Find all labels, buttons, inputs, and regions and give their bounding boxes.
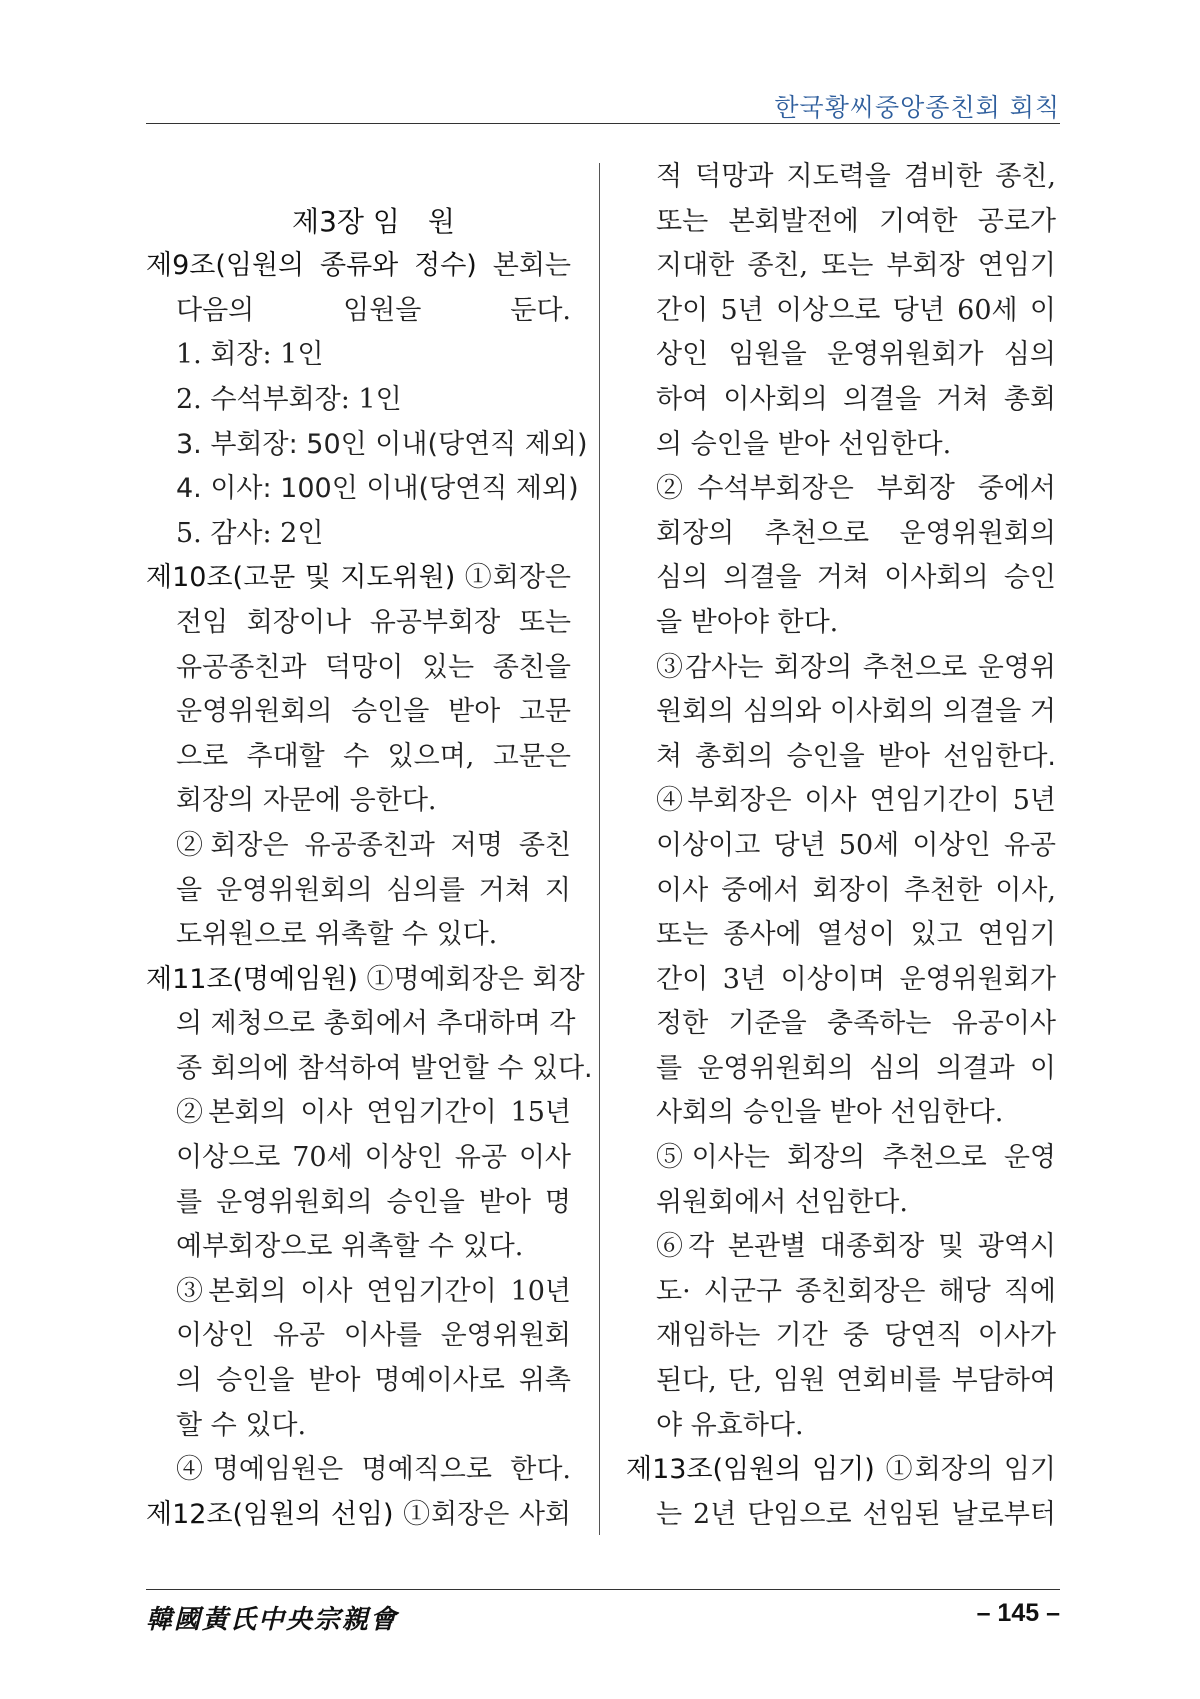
article-12-line: 사회의 승인을 받아 선임한다.	[656, 1097, 1004, 1129]
article-11-line: 예부회장으로 위촉할 수 있다.	[176, 1231, 524, 1263]
article-9-title: 제9조(임원의 종류와 정수)	[146, 250, 477, 282]
article-11-line: ④명예임원은 명예직으로 한다.	[176, 1454, 571, 1486]
article-10-line: 운영위원회의 승인을 받아 고문	[176, 696, 571, 728]
article-10-title: 제10조(고문 및 지도위원)	[146, 562, 456, 594]
right-column	[626, 155, 1056, 1537]
article-12-line: 위원회에서 선임한다.	[656, 1186, 908, 1218]
article-12-line: 심의 의결을 거쳐 이사회의 승인	[656, 562, 1056, 594]
article-12-line: 이사 중에서 회장이 추천한 이사,	[656, 874, 1056, 906]
article-11-line: 할 수 있다.	[176, 1409, 307, 1441]
footer-rule	[146, 1589, 1060, 1590]
article-12-line: 를 운영위원회의 심의 의결과 이	[656, 1052, 1056, 1084]
article-12-line: 의 승인을 받아 선임한다.	[656, 428, 952, 460]
article-11-first-line: 제11조(명예임원) ①명예회장은 회장	[146, 963, 585, 995]
column-divider	[599, 163, 600, 1535]
article-10-line: 을 운영위원회의 심의를 거쳐 지	[176, 874, 571, 906]
article-12-line: 또는 종사에 열성이 있고 연임기	[656, 919, 1056, 951]
article-9-item: 5. 감사: 2인	[176, 517, 324, 549]
article-11-line: ②본회의 이사 연임기간이 15년	[176, 1097, 571, 1129]
article-10-line: 전임 회장이나 유공부회장 또는	[176, 606, 571, 638]
article-12-line: 또는 본회발전에 기여한 공로가	[656, 205, 1056, 237]
article-10-line: 회장의 자문에 응한다.	[176, 785, 437, 817]
article-12-first-line: 제12조(임원의 선임) ①회장은 사회	[146, 1498, 571, 1530]
article-12-line: 정한 기준을 충족하는 유공이사	[656, 1008, 1056, 1040]
article-10-line: ②회장은 유공종친과 저명 종친	[176, 829, 571, 861]
article-12-line: 적 덕망과 지도력을 겸비한 종친,	[656, 161, 1056, 192]
article-12-line: 쳐 총회의 승인을 받아 선임한다.	[656, 740, 1056, 772]
article-12-line: 지대한 종친, 또는 부회장 연임기	[656, 250, 1056, 282]
article-12-line: 간이 5년 이상으로 당년 60세 이	[656, 294, 1056, 326]
article-12-line: 을 받아야 한다.	[656, 606, 839, 638]
article-11-line: 의 승인을 받아 명예이사로 위촉	[176, 1365, 571, 1397]
left-column	[146, 155, 593, 1537]
article-12-line: 이상이고 당년 50세 이상인 유공	[656, 829, 1056, 861]
article-12-line: 원회의 심의와 이사회의 의결을 거	[656, 696, 1056, 728]
article-12-line: ④부회장은 이사 연임기간이 5년	[656, 785, 1056, 817]
article-9-item: 4. 이사: 100인 이내(당연직 제외)	[176, 473, 579, 505]
article-11-line: 의 제청으로 총회에서 추대하며 각	[176, 1008, 576, 1040]
article-12-title: 제12조(임원의 선임)	[146, 1498, 394, 1530]
page-number: – 145 –	[976, 1599, 1060, 1627]
article-11-line: 종 회의에 참석하여 발언할 수 있다.	[176, 1052, 593, 1084]
article-11-line: ③본회의 이사 연임기간이 10년	[176, 1275, 571, 1307]
article-12-line: 도· 시군구 종친회장은 해당 직에	[656, 1275, 1056, 1307]
article-9-line: 다음의 임원을 둔다.	[176, 294, 571, 326]
article-12-line: 하여 이사회의 의결을 거쳐 총회	[656, 383, 1056, 415]
article-11-line: 이상으로 70세 이상인 유공 이사	[176, 1142, 571, 1174]
article-13-line: 는 2년 단임으로 선임된 날로부터	[656, 1498, 1056, 1530]
article-12-line: 된다, 단, 임원 연회비를 부담하여	[656, 1365, 1056, 1397]
article-12-line: ②수석부회장은 부회장 중에서	[656, 473, 1056, 505]
article-10-line: 유공종친과 덕망이 있는 종친을	[176, 651, 571, 683]
article-12-line: 재임하는 기간 중 당연직 이사가	[656, 1320, 1056, 1352]
footer-organization-name: 韓國黃氏中央宗親會	[146, 1605, 399, 1635]
article-9-first-line: 제9조(임원의 종류와 정수) 본회는	[146, 250, 571, 282]
chapter-title: 제3장 임 원	[292, 204, 455, 238]
article-11-line: 를 운영위원회의 승인을 받아 명	[176, 1186, 571, 1218]
article-9-item: 1. 회장: 1인	[176, 339, 324, 371]
article-12-line: ⑥각 본관별 대종회장 및 광역시	[656, 1231, 1056, 1263]
article-12-line: 간이 3년 이상이며 운영위원회가	[656, 963, 1056, 995]
article-11-title: 제11조(명예임원)	[146, 963, 358, 995]
article-13-first-line: 제13조(임원의 임기) ①회장의 임기	[626, 1454, 1056, 1486]
article-12-line: 회장의 추천으로 운영위원회의	[656, 517, 1056, 549]
article-10-line: 도위원으로 위촉할 수 있다.	[176, 919, 498, 951]
header-rule	[146, 123, 1060, 124]
article-12-line: ③감사는 회장의 추천으로 운영위	[656, 651, 1056, 683]
article-12-line: 야 유효하다.	[656, 1409, 804, 1441]
page-header-title: 한국황씨중앙종친회 회칙	[774, 93, 1060, 122]
article-13-title: 제13조(임원의 임기)	[626, 1454, 875, 1486]
article-9-item: 2. 수석부회장: 1인	[176, 383, 402, 415]
article-11-line: 이상인 유공 이사를 운영위원회	[176, 1320, 571, 1352]
article-10-first-line: 제10조(고문 및 지도위원) ①회장은	[146, 562, 571, 594]
article-12-line: ⑤이사는 회장의 추천으로 운영	[656, 1142, 1056, 1174]
article-9-item: 3. 부회장: 50인 이내(당연직 제외)	[176, 428, 588, 460]
article-12-line: 상인 임원을 운영위원회가 심의	[656, 339, 1056, 371]
article-10-line: 으로 추대할 수 있으며, 고문은	[176, 740, 571, 772]
